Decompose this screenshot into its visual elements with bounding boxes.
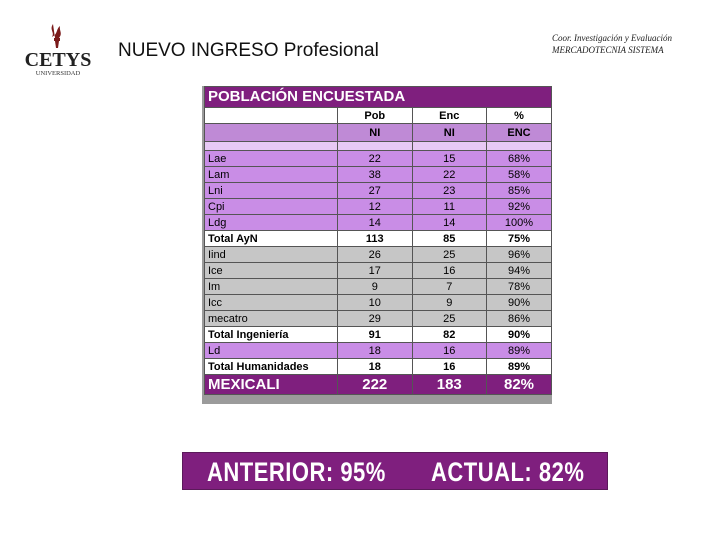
column-header-pob: Pob: [338, 108, 412, 124]
row-pct: 94%: [487, 263, 552, 279]
unit-name: [205, 124, 338, 142]
row-name: Lni: [205, 183, 338, 199]
spacer-row: [205, 142, 552, 151]
row-pct: 58%: [487, 167, 552, 183]
table-heading-row: [205, 87, 552, 108]
row-pob: 38: [338, 167, 412, 183]
row-pct: 85%: [487, 183, 552, 199]
header-note-line1: Coor. Investigación y Evaluación: [552, 33, 672, 43]
column-header-pct: %: [487, 108, 552, 124]
row-pob: 91: [338, 327, 412, 343]
row-name: Total AyN: [205, 231, 338, 247]
row-enc: 23: [412, 183, 486, 199]
row-pct: 78%: [487, 279, 552, 295]
row-name: Lam: [205, 167, 338, 183]
table-row: [205, 263, 552, 279]
row-pob: 29: [338, 311, 412, 327]
row-enc: 85: [412, 231, 486, 247]
row-name: mecatro: [205, 311, 338, 327]
header-note-line2: MERCADOTECNIA SISTEMA: [552, 45, 664, 55]
row-name: Ice: [205, 263, 338, 279]
row-enc: 25: [412, 247, 486, 263]
row-pob: 26: [338, 247, 412, 263]
row-name: Ld: [205, 343, 338, 359]
row-enc: 25: [412, 311, 486, 327]
row-enc: 9: [412, 295, 486, 311]
table-row: [205, 199, 552, 215]
survey-table: [204, 86, 552, 395]
banner-previous: ANTERIOR: 95%: [207, 457, 386, 487]
table-row: [205, 279, 552, 295]
row-pob: 18: [338, 343, 412, 359]
row-enc: 14: [412, 215, 486, 231]
comparison-banner: [182, 452, 608, 490]
table-row: [205, 151, 552, 167]
column-header-row: [205, 108, 552, 124]
column-header-enc: Enc: [412, 108, 486, 124]
table-row: [205, 295, 552, 311]
grand-total-enc: 183: [412, 375, 486, 395]
column-header-name: [205, 108, 338, 124]
row-pct: 90%: [487, 327, 552, 343]
row-name: Total Humanidades: [205, 359, 338, 375]
banner-current: ACTUAL: 82%: [431, 457, 585, 487]
total-row: [205, 359, 552, 375]
row-enc: 7: [412, 279, 486, 295]
logo-text: CETYS: [24, 49, 92, 71]
row-enc: 22: [412, 167, 486, 183]
row-pob: 18: [338, 359, 412, 375]
grand-total-row: [205, 375, 552, 395]
total-row: [205, 231, 552, 247]
row-pob: 12: [338, 199, 412, 215]
table-row: [205, 247, 552, 263]
row-name: Iind: [205, 247, 338, 263]
row-name: Total Ingeniería: [205, 327, 338, 343]
grand-total-name: MEXICALI: [205, 375, 338, 395]
row-enc: 15: [412, 151, 486, 167]
table-row: [205, 167, 552, 183]
row-pob: 14: [338, 215, 412, 231]
row-pob: 17: [338, 263, 412, 279]
table-row: [205, 183, 552, 199]
row-pob: 22: [338, 151, 412, 167]
row-pob: 10: [338, 295, 412, 311]
row-name: Icc: [205, 295, 338, 311]
logo-graphic: [22, 22, 94, 78]
row-name: Cpi: [205, 199, 338, 215]
row-name: Ldg: [205, 215, 338, 231]
row-name: Im: [205, 279, 338, 295]
row-enc: 16: [412, 359, 486, 375]
row-enc: 11: [412, 199, 486, 215]
grand-total-pob: 222: [338, 375, 412, 395]
row-pct: 89%: [487, 343, 552, 359]
row-pob: 9: [338, 279, 412, 295]
row-pct: 90%: [487, 295, 552, 311]
row-pct: 75%: [487, 231, 552, 247]
unit-row: [205, 124, 552, 142]
row-name: Lae: [205, 151, 338, 167]
unit-enc: NI: [412, 124, 486, 142]
row-pob: 27: [338, 183, 412, 199]
row-pct: 96%: [487, 247, 552, 263]
page-title: NUEVO INGRESO Profesional: [118, 40, 379, 61]
table-heading: POBLACIÓN ENCUESTADA: [205, 87, 552, 108]
cetys-logo: [22, 22, 94, 78]
row-pob: 113: [338, 231, 412, 247]
row-enc: 16: [412, 343, 486, 359]
grand-total-pct: 82%: [487, 375, 552, 395]
unit-pct: ENC: [487, 124, 552, 142]
row-enc: 82: [412, 327, 486, 343]
unit-pob: NI: [338, 124, 412, 142]
row-enc: 16: [412, 263, 486, 279]
table-row: [205, 215, 552, 231]
table-row: [205, 343, 552, 359]
row-pct: 100%: [487, 215, 552, 231]
row-pct: 86%: [487, 311, 552, 327]
row-pct: 68%: [487, 151, 552, 167]
logo-subtext: UNIVERSIDAD: [35, 70, 81, 77]
total-row: [205, 327, 552, 343]
torch-icon: [52, 24, 61, 48]
header-note: [552, 32, 717, 56]
table-row: [205, 311, 552, 327]
row-pct: 92%: [487, 199, 552, 215]
row-pct: 89%: [487, 359, 552, 375]
